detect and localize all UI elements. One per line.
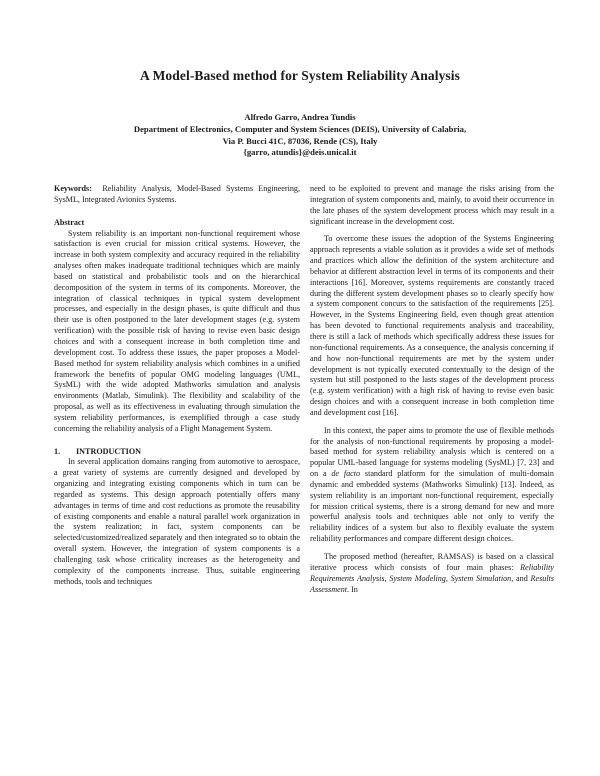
phase-2: System Modeling xyxy=(389,573,446,583)
author-email: {garro, atundis}@deis.unical.it xyxy=(243,147,357,158)
phase-3: System Simulation xyxy=(450,573,512,583)
affiliation-line-1: Department of Electronics, Computer and System Sciences (DEIS), University of Calabria, xyxy=(133,123,467,134)
phase-separator-3: , and xyxy=(511,573,531,583)
paragraph-ramsas-end: . In xyxy=(347,584,358,594)
paragraph-continuation: need to be exploited to prevent and manage the risks arising from the integration of system components and, mainly, to avoid their occurrence in the late phases of the system development process which may result in a significant increase in the development cost. xyxy=(310,184,554,226)
emphasis-de-facto: de facto xyxy=(331,469,361,479)
phase-separator-2: , xyxy=(445,573,451,583)
paragraph-ramsas xyxy=(310,552,554,595)
left-column xyxy=(54,184,300,588)
paragraph-context-part-b: standard platform for the simulation of multi-domain dynamic and embedded systems (Mathworks Simulink) [13]. Indeed, as system reliability is an important non-functional requirement, especially for mission critical systems, there is a strong demand for new and more powerful analysis tools and techniques able not only to verify the reliability indices of a system but also to flexibly evaluate the system reliability performances and compare different design choices. xyxy=(310,469,554,544)
section-title: INTRODUCTION xyxy=(76,446,142,456)
keywords xyxy=(54,184,300,206)
right-column xyxy=(310,184,554,595)
paper-title: A Model-Based method for System Reliability Analysis xyxy=(140,68,460,83)
phase-1: Reliability Requirements Analysis xyxy=(310,562,554,583)
section-number: 1. xyxy=(54,446,61,456)
introduction-heading xyxy=(54,447,300,458)
paragraph-ramsas-intro: The proposed method (hereafter, RAMSAS) is based on a classical iterative process which consists of four main phases: xyxy=(310,552,554,572)
abstract-heading: Abstract xyxy=(54,217,85,227)
affiliation-line-2: Via P. Bucci 41C, 87036, Rende (CS), Italy xyxy=(222,135,378,146)
abstract-text: System reliability is an important non-functional requirement whose satisfaction is even crucial for mission critical systems. However, the increase in both system complexity and accuracy required in the reliability analyses often makes inadequate traditional techniques which are mainly based on statistical and probabilistic tools and on the hierarchical decomposition of the system in terms of its components. Moreover, the integration of classical techniques in typical system development processes, and especially in the design phases, is quite difficult and thus their use is often postponed to the later development stages (e.g. system verification) with the possible risk of having to revise even basic design choices and with a consequent increase in both completion time and development cost. To address these issues, the paper proposes a Model-Based method for system reliability analysis which combines in a unified framework the benefits of popular OMG modeling languages (UML, SysML) with the wide adopted Mathworks simulation and analysis environments (Matlab, Simulink). The flexibility and scalability of the proposal, as well as its effectiveness in evaluating through simulation the system reliability performances, is exemplified through a case study concerning the reliability analysis of a Flight Management System. xyxy=(54,228,300,433)
introduction-paragraph-1: In several application domains ranging from automotive to aerospace, a great variety of systems are currently designed and developed by organizing and integrating existing components which in turn can be regarded as systems. This design approach potentially offers many advantages in terms of time and cost reductions as promote the reusability of existing components and enable a natural parallel work organization in the system realization; in fact, system components can be selected/customized/realized separately and then integrated so to obtain the overall system. However, the integration of system components is a challenging task whose criticality increases as the heterogeneity and complexity of the components increase. Thus, suitable engineering methods, tools and techniques xyxy=(54,457,300,586)
paragraph-context xyxy=(310,426,554,545)
phase-4: Results Assessment xyxy=(310,573,555,594)
keywords-text: Reliability Analysis, Model-Based Systems Engineering, SysML, Integrated Avionics Systems. xyxy=(54,184,300,204)
paragraph-systems-engineering: To overcome these issues the adoption of the Systems Engineering approach represents a viable solution as it provides a wide set of methods and practices which allow the definition of the system architecture and behavior at different abstraction level in terms of its components and their interactions [16]. Moreover, systems requirements are constantly traced during the different system development phases so to clearly specify how a system component concurs to the satisfaction of the requirements [25]. However, in the Systems Engineering field, even though great attention has been devoted to functional requirements analysis and traceability, there is still a lack of methods which specifically address these issues for non-functional requirements. As a consequence, the analysis concerning if and how non-functional requirements are met by the system under development is not typically executed contextually to the design of the system but still postponed to the lasts stages of the development process (e.g. system verification) with a high risk of having to revise even basic design choices and with a consequent increase in both completion time and development cost [16]. xyxy=(310,234,554,417)
keywords-label: Keywords: xyxy=(54,184,92,193)
author-block xyxy=(0,112,600,159)
phase-separator-1: , xyxy=(384,573,390,583)
author-names: Alfredo Garro, Andrea Tundis xyxy=(244,112,356,122)
paragraph-context-part-a: In this context, the paper aims to promote the use of flexible methods for the analysis of non-functional requirements by proposing a model-based method for system reliability analysis which is centered on a popular UML-based language for systems modeling (SysML) [7, 23] and on a xyxy=(310,425,554,479)
